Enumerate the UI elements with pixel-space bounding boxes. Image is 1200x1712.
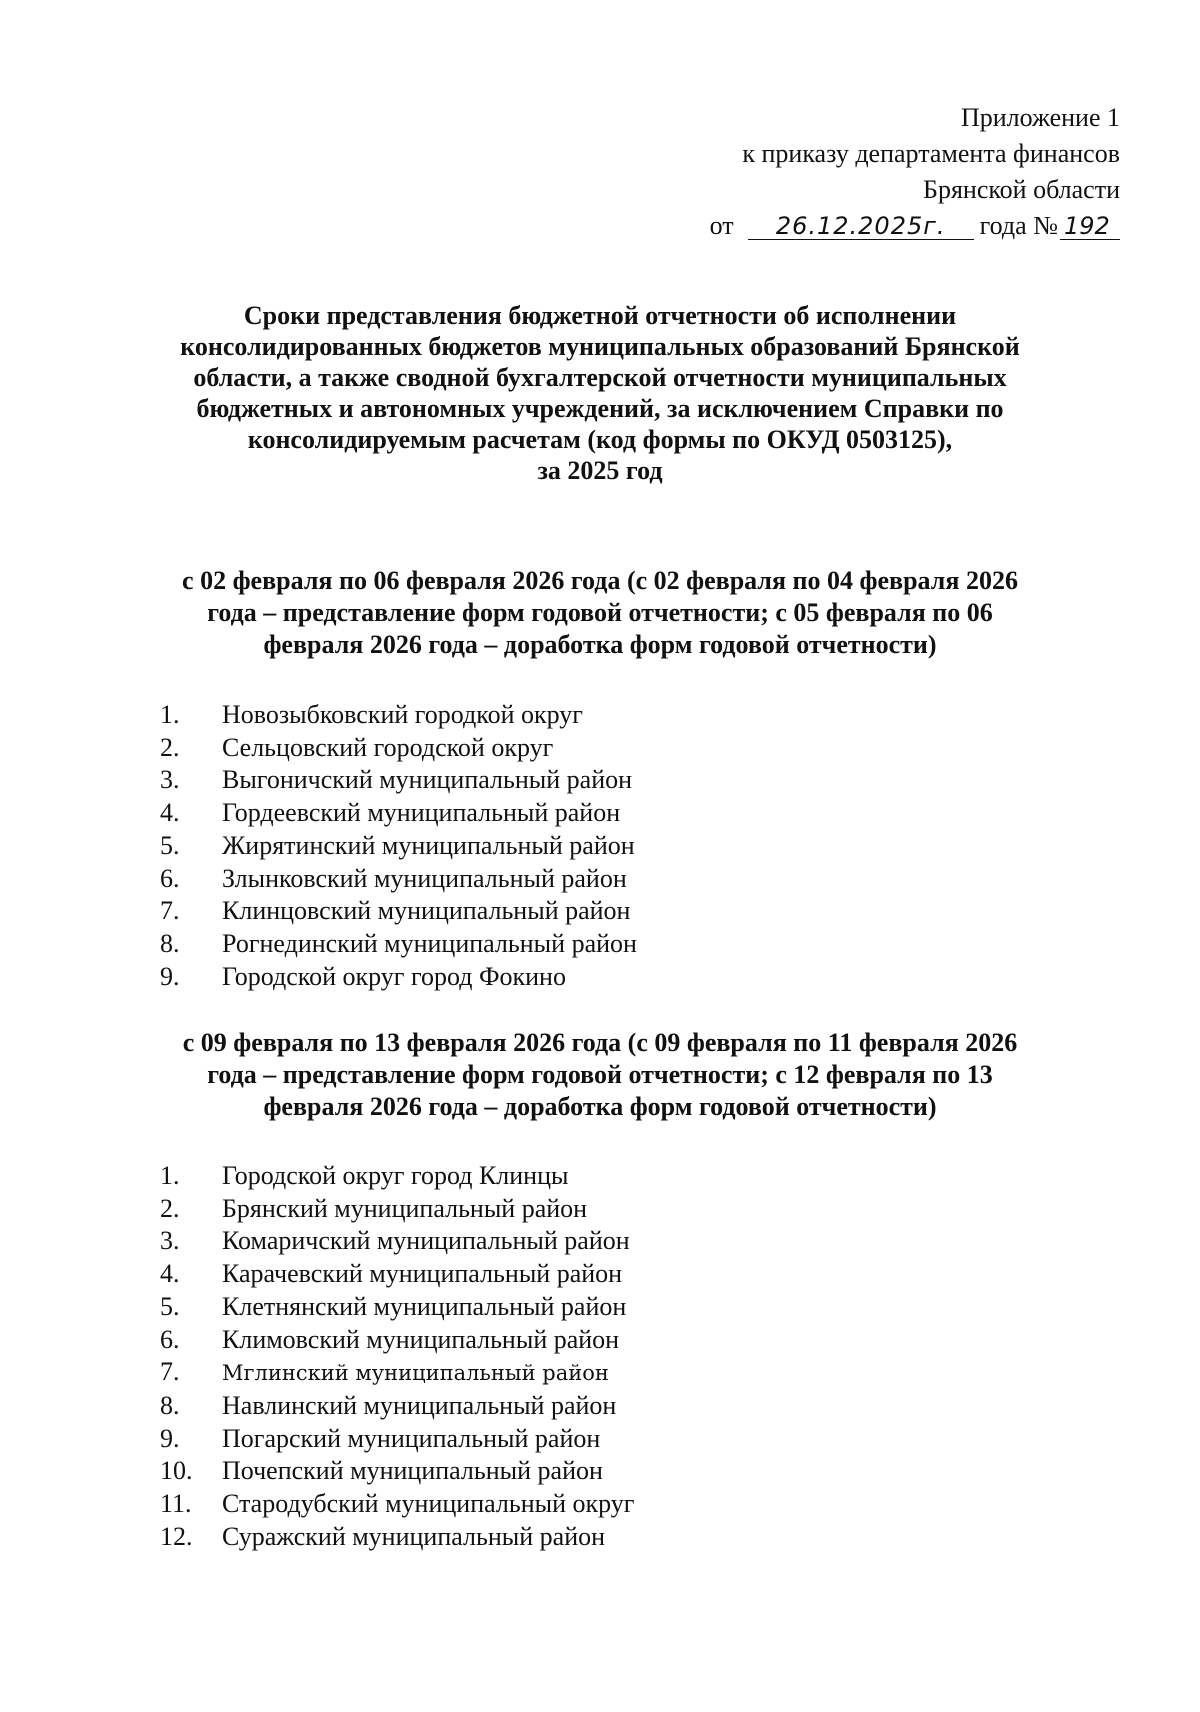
item-name: Комаричский муниципальный район: [222, 1226, 630, 1256]
appendix-date-line: [520, 208, 1120, 244]
municipality-list-1: [160, 699, 1060, 993]
item-name: Брянский муниципальный район: [222, 1193, 588, 1223]
period-heading-line: с 02 февраля по 06 февраля 2026 года (с 02 февраля по 04 февраля 2026: [182, 566, 1018, 595]
item-number: 2.: [160, 1193, 180, 1223]
item-number: 9.: [160, 961, 180, 991]
list-item: [160, 1291, 1060, 1324]
list-item: [160, 830, 1060, 863]
period-heading-line: года – представление форм годовой отчетности; с 05 февраля по 06: [207, 598, 993, 627]
item-name: Карачевский муниципальный район: [222, 1259, 623, 1289]
list-item: [160, 1423, 1060, 1456]
item-number: 9.: [160, 1423, 180, 1453]
list-item: [160, 895, 1060, 928]
list-item: [160, 1258, 1060, 1291]
period-heading-line: с 09 февраля по 13 февраля 2026 года (с 09 февраля по 11 февраля 2026: [182, 1028, 1018, 1057]
list-item: [160, 961, 1060, 994]
item-name: Новозыбковский городкой округ: [222, 700, 583, 729]
item-number: 10.: [160, 1456, 193, 1486]
list-item: [160, 699, 1060, 732]
list-item: [160, 1455, 1060, 1488]
item-name: Погарский муниципальный район: [222, 1423, 601, 1453]
appendix-region: Брянской области: [923, 175, 1120, 204]
handwritten-date: 26.12.2025г.: [748, 213, 974, 240]
item-number: 1.: [160, 700, 180, 729]
item-number: 2.: [160, 732, 180, 762]
list-item: [160, 1160, 1060, 1193]
appendix-order-ref: к приказу департамента финансов: [742, 139, 1120, 168]
handwritten-order-number: 192: [1060, 213, 1120, 240]
appendix-title: Приложение 1: [960, 103, 1120, 132]
item-number: 5.: [160, 830, 180, 860]
item-number: 11.: [160, 1489, 192, 1519]
item-number: 8.: [160, 1390, 180, 1420]
title-line: Сроки представления бюджетной отчетности об исполнении: [243, 301, 957, 330]
list-item: [160, 1324, 1060, 1357]
item-name: Злынковский муниципальный район: [222, 863, 627, 893]
item-number: 1.: [160, 1161, 180, 1190]
period-heading-2: [100, 1027, 1100, 1123]
document-title: [120, 300, 1080, 486]
item-number: 4.: [160, 1259, 180, 1289]
title-line: консолидированных бюджетов муниципальных образований Брянской: [180, 332, 1020, 361]
item-number: 6.: [160, 863, 180, 893]
list-item: [160, 1356, 1060, 1390]
item-name: Городской округ город Фокино: [222, 961, 566, 991]
list-item: [160, 764, 1060, 797]
period-heading-1: [100, 565, 1100, 661]
item-name: Суражский муниципальный район: [222, 1521, 606, 1551]
period-heading-line: года – представление форм годовой отчетности; с 12 февраля по 13: [207, 1060, 993, 1089]
item-name: Стародубский муниципальный округ: [222, 1489, 635, 1519]
appendix-header: [520, 100, 1120, 244]
item-name: Жирятинский муниципальный район: [222, 830, 635, 860]
item-name: Мглинский муниципальный район: [222, 1361, 609, 1386]
item-number: 7.: [160, 896, 180, 926]
item-number: 4.: [160, 798, 180, 828]
list-item: [160, 732, 1060, 765]
item-name: Клинцовский муниципальный район: [222, 896, 631, 926]
title-line: консолидируемым расчетам (код формы по ОКУД 0503125),: [247, 425, 953, 454]
period-heading-line: февраля 2026 года – доработка форм годовой отчетности): [263, 1092, 937, 1121]
list-item: [160, 1521, 1060, 1554]
item-name: Почепский муниципальный район: [222, 1456, 603, 1486]
list-item: [160, 1390, 1060, 1423]
item-number: 3.: [160, 765, 180, 795]
item-number: 5.: [160, 1291, 180, 1321]
title-line: области, а также сводной бухгалтерской отчетности муниципальных: [193, 363, 1007, 392]
municipality-list-2: [160, 1160, 1060, 1553]
item-name: Сельцовский городской округ: [222, 732, 554, 762]
from-label: от: [709, 211, 734, 240]
item-number: 3.: [160, 1226, 180, 1256]
item-name: Выгоничский муниципальный район: [222, 765, 633, 795]
item-name: Клетнянский муниципальный район: [222, 1291, 627, 1321]
title-line: за 2025 год: [537, 456, 663, 485]
year-number-label: года №: [979, 211, 1058, 240]
list-item: [160, 1488, 1060, 1521]
title-line: бюджетных и автономных учреждений, за исключением Справки по: [196, 394, 1004, 423]
item-number: 6.: [160, 1324, 180, 1354]
item-name: Рогнединский муниципальный район: [222, 928, 637, 958]
item-name: Городской округ город Клинцы: [222, 1161, 569, 1190]
item-number: 8.: [160, 928, 180, 958]
list-item: [160, 1193, 1060, 1226]
list-item: [160, 928, 1060, 961]
item-number: 12.: [160, 1521, 193, 1551]
list-item: [160, 797, 1060, 830]
list-item: [160, 1225, 1060, 1258]
period-heading-line: февраля 2026 года – доработка форм годовой отчетности): [263, 630, 937, 659]
item-name: Климовский муниципальный район: [222, 1324, 620, 1354]
item-number: 7.: [160, 1357, 180, 1387]
item-name: Навлинский муниципальный район: [222, 1390, 617, 1420]
item-name: Гордеевский муниципальный район: [222, 798, 621, 828]
list-item: [160, 863, 1060, 896]
